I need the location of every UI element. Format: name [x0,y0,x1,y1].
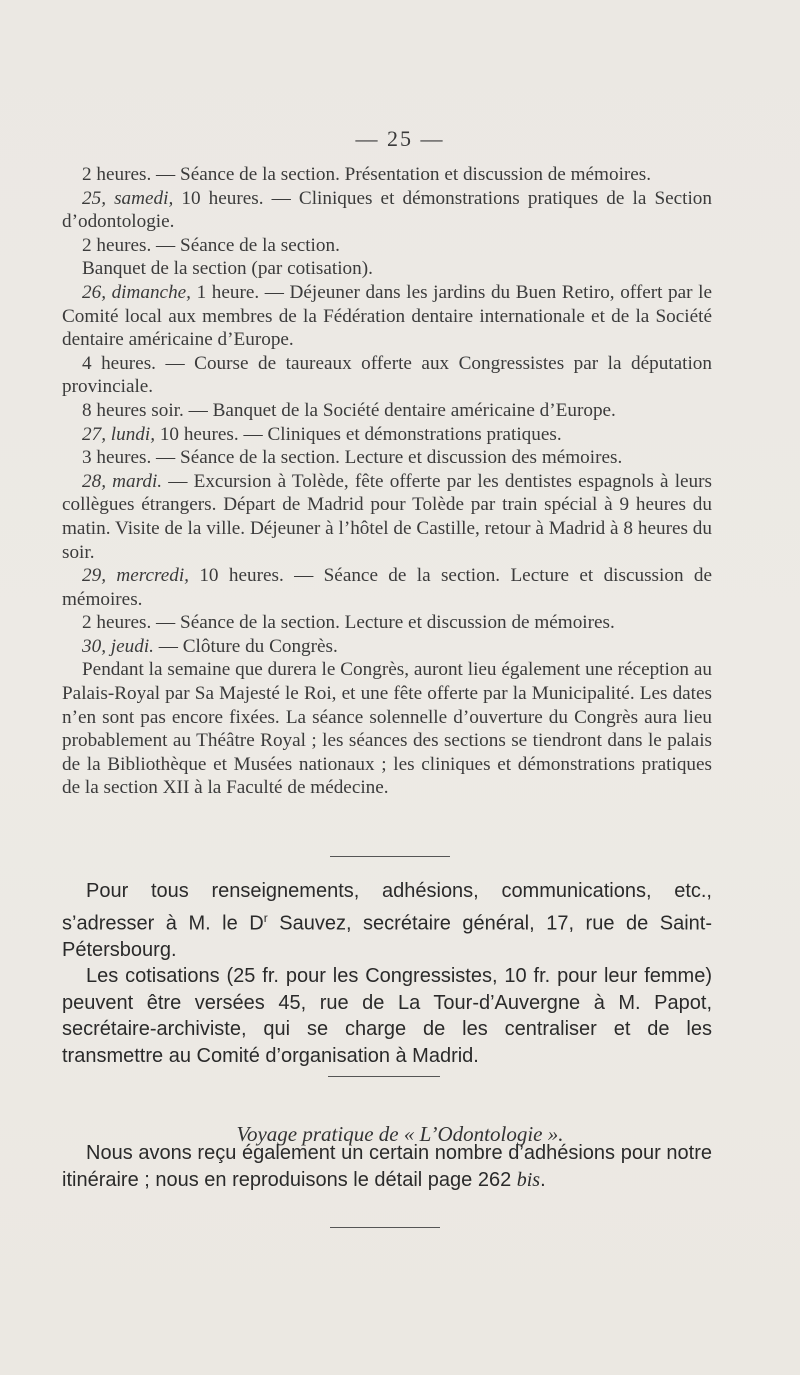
congress-schedule [62,163,712,800]
page-number: — 25 — [355,126,445,151]
schedule-text: 8 heures soir. — Banquet de la Société dentaire américaine d’Europe. [82,399,616,421]
voyage-paragraph [62,1140,712,1193]
schedule-date: 28, mardi. [82,470,163,492]
schedule-date: 30, jeudi. [82,635,154,657]
section-divider [330,856,450,857]
contact-text: Pour tous renseignements, adhésions, communications, etc., s’adresser à M. le D [62,880,712,935]
schedule-entry [62,234,712,258]
contact-text-rest: Sauvez, secrétaire général, 17, rue de Saint-Pétersbourg. [62,912,712,961]
schedule-date: 25, samedi, [82,187,174,209]
schedule-text: 2 heures. — Séance de la section. [82,234,340,256]
schedule-date: 27, lundi, [82,423,156,445]
schedule-entry [62,423,712,447]
section-divider-2 [328,1076,440,1077]
schedule-date: 29, mercredi, [82,565,189,587]
schedule-entry [62,635,712,659]
schedule-text: Pendant la semaine que durera le Congrès, auront lieu également une réception au Palais-Royal par Sa Majesté le Roi, et une fête offerte par la Municipalité. Les dates n’en sont pas encore fixées. La séance solennelle d’ouverture du Congrès aura lieu probablement au Théâtre Royal ; les séances des sections se tiendront dans le palais de la Bibliothèque et Musées nationaux ; les cliniques et démonstrations pratiques de la section XII à la Faculté de médecine. [62,659,712,799]
schedule-text: 2 heures. — Séance de la section. Présentation et discussion de mémoires. [82,164,652,185]
schedule-entry [62,187,712,234]
schedule-entry [62,257,712,281]
section-divider-3 [330,1227,440,1228]
schedule-text: — Clôture du Congrès. [153,635,338,657]
schedule-entry [62,281,712,352]
voyage-text: Nous avons reçu également un certain nombre d’adhésions pour notre itinéraire ; nous en reproduisons le détail page 262 [62,1142,712,1191]
schedule-entry [62,163,712,187]
cotisations-paragraph: Les cotisations (25 fr. pour les Congressistes, 10 fr. pour leur femme) peuvent être versées 45, rue de La Tour-d’Auvergne à M. Papot, secrétaire-archiviste, qui se charge de les centraliser et de les transmettre au Comité d’organisation à Madrid. [62,965,712,1067]
schedule-text: 2 heures. — Séance de la section. Lecture et discussion de mémoires. [82,612,615,634]
schedule-text: — Excursion à Tolède, fête offerte par les dentistes espagnols à leurs collègues étrangers. Départ de Madrid pour Tolède par train spécial à 9 heures du matin. Visite de la ville. Déjeuner à l’hôtel de Castille, retour à Madrid à 8 heures du soir. [62,470,712,563]
doctor-superscript: r [263,910,268,925]
voyage-bis: bis [516,1168,541,1191]
contact-paragraph [62,878,712,963]
schedule-text: 10 heures. — Séance de la section. Lecture et discussion de mémoires. [62,565,713,610]
schedule-entry [62,564,712,611]
voyage-title: Voyage pratique de « L’Odontologie ». [236,1122,564,1146]
schedule-text: 10 heures. — Cliniques et démonstrations pratiques. [155,423,562,445]
contact-section [62,878,712,1069]
schedule-text: 1 heure. — Déjeuner dans les jardins du Buen Retiro, offert par le Comité local aux membres de la Fédération dentaire internationale et de la Société dentaire américaine d’Europe. [62,281,712,351]
schedule-entry [62,470,712,564]
schedule-entry [62,658,712,800]
schedule-text: 10 heures. — Cliniques et démonstrations pratiques de la Section d’odontologie. [62,187,712,233]
schedule-text: 4 heures. — Course de taureaux offerte aux Congressistes par la députation provinciale. [62,352,712,398]
schedule-entry [62,352,712,399]
schedule-entry [62,399,712,423]
schedule-text: Banquet de la section (par cotisation). [82,258,373,280]
schedule-text: 3 heures. — Séance de la section. Lecture et discussion des mémoires. [82,447,623,469]
schedule-date: 26, dimanche, [82,281,191,303]
schedule-entry [62,446,712,470]
voyage-section [62,1140,712,1193]
voyage-text-end: . [540,1168,546,1191]
schedule-entry [62,611,712,635]
